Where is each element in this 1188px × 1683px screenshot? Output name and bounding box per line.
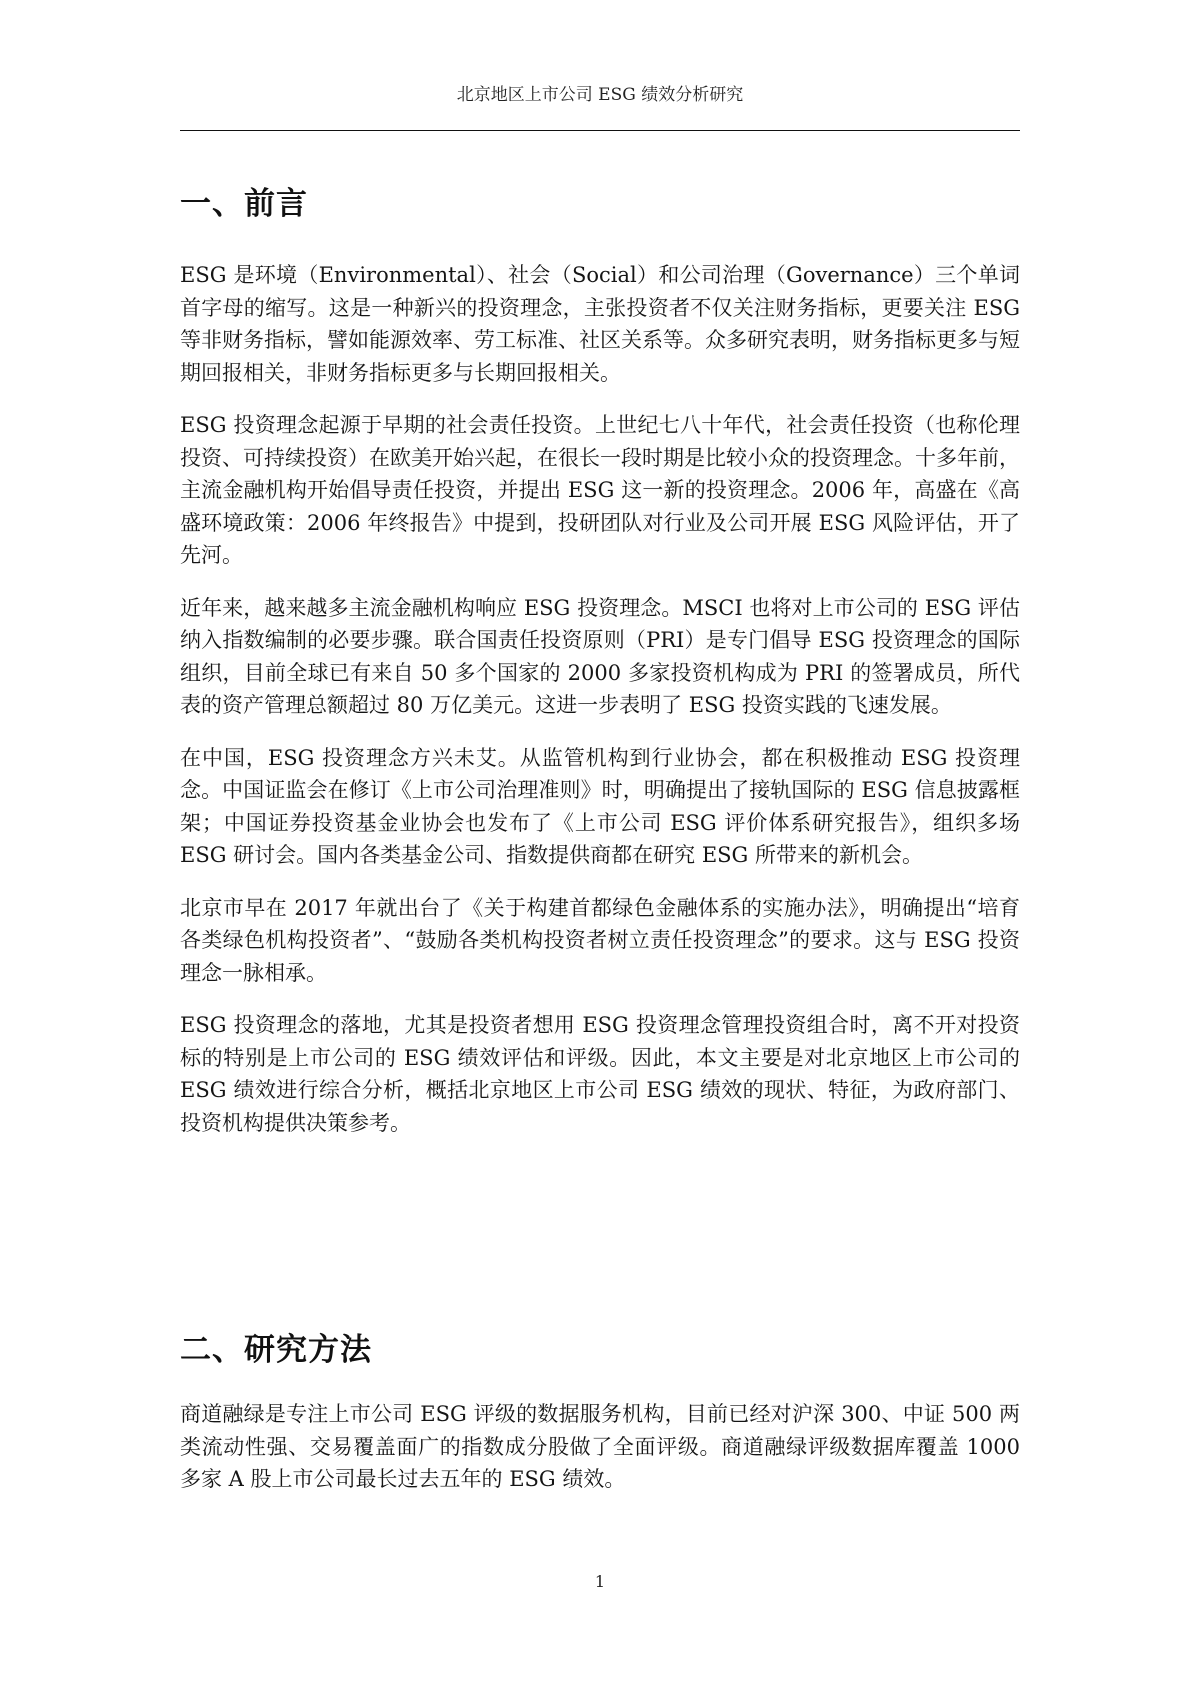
paragraph: ESG 是环境（Environmental）、社会（Social）和公司治理（Governance）三个单词首字母的缩写。这是一种新兴的投资理念，主张投资者不仅关注财务指标，更要关注 ESG 等非财务指标，譬如能源效率、劳工标准、社区关系等。众多研究表明，财务指标更多与短期回报相关，非财务指标更多与长期回报相关。	[180, 263, 1020, 385]
section-preface	[180, 184, 1020, 1159]
section-title: 一、前言	[180, 186, 308, 222]
paragraph: ESG 投资理念起源于早期的社会责任投资。上世纪七八十年代，社会责任投资（也称伦理投资、可持续投资）在欧美开始兴起，在很长一段时期是比较小众的投资理念。十多年前，主流金融机构开始倡导责任投资，并提出 ESG 这一新的投资理念。2006 年，高盛在《高盛环境政策：2006 年终报告》中提到，投研团队对行业及公司开展 ESG 风险评估，开了先河。	[180, 413, 1020, 567]
section-body	[180, 259, 1020, 1139]
section-methodology	[180, 1330, 1020, 1516]
running-header: 北京地区上市公司 ESG 绩效分析研究	[456, 85, 744, 105]
section-body	[180, 1398, 1020, 1496]
paragraph: 近年来，越来越多主流金融机构响应 ESG 投资理念。MSCI 也将对上市公司的 ESG 评估纳入指数编制的必要步骤。联合国责任投资原则（PRI）是专门倡导 ESG 投资理念的国际组织，目前全球已有来自 50 多个国家的 2000 多家投资机构成为 PRI 的签署成员，所代表的资产管理总额超过 80 万亿美元。这进一步表明了 ESG 投资实践的飞速发展。	[180, 595, 1020, 717]
paragraph: 在中国，ESG 投资理念方兴未艾。从监管机构到行业协会，都在积极推动 ESG 投资理念。中国证监会在修订《上市公司治理准则》时，明确提出了接轨国际的 ESG 信息披露框架；中国证券投资基金业协会也发布了《上市公司 ESG 评价体系研究报告》，组织多场 ESG 研讨会。国内各类基金公司、指数提供商都在研究 ESG 所带来的新机会。	[180, 745, 1020, 867]
header-rule	[180, 130, 1020, 131]
paragraph: 北京市早在 2017 年就出台了《关于构建首都绿色金融体系的实施办法》，明确提出“培育各类绿色机构投资者”、“鼓励各类机构投资者树立责任投资理念”的要求。这与 ESG 投资理念一脉相承。	[180, 895, 1020, 985]
paragraph: 商道融绿是专注上市公司 ESG 评级的数据服务机构，目前已经对沪深 300、中证 500 两类流动性强、交易覆盖面广的指数成分股做了全面评级。商道融绿评级数据库覆盖 1000 多家 A 股上市公司最长过去五年的 ESG 绩效。	[180, 1402, 1020, 1491]
section-title: 二、研究方法	[180, 1332, 372, 1368]
paragraph: ESG 投资理念的落地，尤其是投资者想用 ESG 投资理念管理投资组合时，离不开对投资标的特别是上市公司的 ESG 绩效评估和评级。因此，本文主要是对北京地区上市公司的 ESG 绩效进行综合分析，概括北京地区上市公司 ESG 绩效的现状、特征，为政府部门、投资机构提供决策参考。	[180, 1013, 1020, 1135]
page-number: 1	[594, 1572, 606, 1591]
